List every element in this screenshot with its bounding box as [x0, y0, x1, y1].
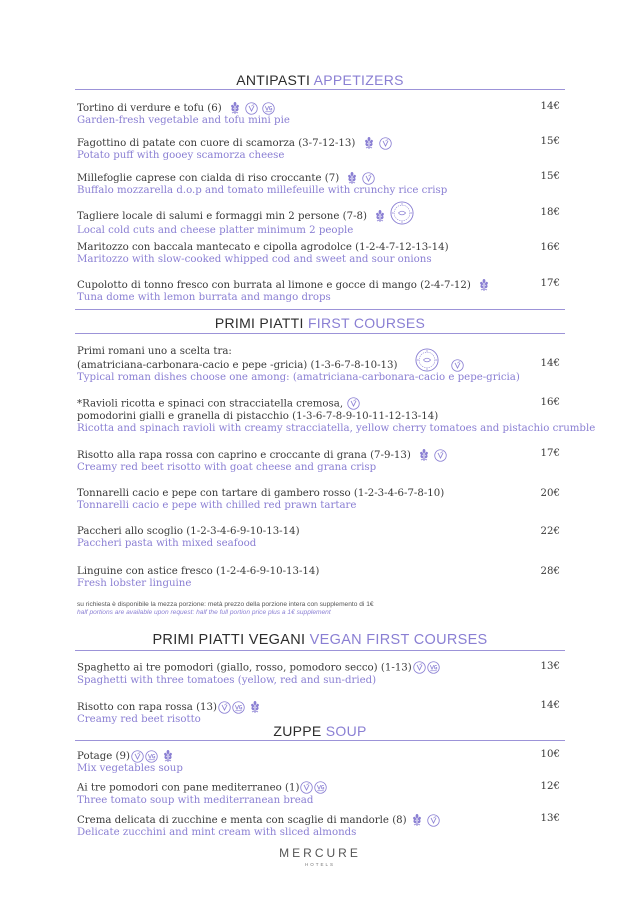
price: 14€: [540, 358, 560, 369]
dish-translation: Delicate zucchini and mint cream with sliced almonds: [77, 827, 357, 838]
price: 13€: [540, 813, 560, 824]
allergens: (1-2-4-7-12-13-14): [355, 242, 449, 253]
vegetarian-v-icon: [434, 449, 447, 462]
vegetarian-v-icon: [427, 814, 440, 827]
vegetarian-v-icon: [451, 359, 464, 372]
menu-item: [77, 488, 560, 512]
dish-name: Maritozzo con baccala mantecato e cipolla agrodolce: [77, 242, 352, 253]
vegetarian-v-icon: [245, 102, 258, 115]
lavender-sprig-icon: [478, 278, 490, 292]
price: 14€: [540, 700, 560, 711]
section-title-it: ANTIPASTI: [236, 72, 311, 88]
dish-name: Tortino di verdure e tofu: [77, 103, 205, 114]
dish-translation: Paccheri pasta with mixed seafood: [77, 538, 257, 549]
vegetarian-v-icon: [300, 781, 313, 794]
vegan-vg-icon: [314, 781, 327, 794]
vegan-vg-icon: [427, 661, 440, 674]
vegan-vg-icon: [232, 701, 245, 714]
menu-item: [77, 278, 560, 304]
section-title-en: APPETIZERS: [313, 72, 404, 88]
dish-name: Primi romani uno a scelta tra:: [77, 346, 232, 357]
dish-name: Tagliere locale di salumi e formaggi min 2 persone: [77, 211, 340, 222]
mercure-logo: [0, 846, 640, 867]
price: 16€: [540, 397, 560, 408]
dish-name: Cupolotto di tonno fresco con burrata al limone e gocce di mango: [77, 280, 417, 291]
price: 28€: [540, 566, 560, 577]
dish-name: Risotto alla rapa rossa con caprino e croccante di grana: [77, 450, 367, 461]
dish-name: Fagottino di patate con cuore di scamorza: [77, 138, 295, 149]
vegetarian-v-icon: [347, 397, 360, 410]
dish-name: Linguine con astice fresco: [77, 566, 213, 577]
price: 15€: [540, 136, 560, 147]
price: 18€: [540, 207, 560, 218]
vegan-vg-icon: [145, 750, 158, 763]
allergens: (6): [207, 103, 222, 114]
allergens: (1-2-3-4-6-7-8-10): [353, 488, 445, 499]
allergens: (3-7-12-13): [298, 138, 356, 149]
logo-subtitle: HOTELS: [304, 862, 335, 867]
price: 14€: [540, 101, 560, 112]
price: 15€: [540, 171, 560, 182]
menu-item: [77, 242, 560, 266]
dish-name: Crema delicata di zucchine e menta con scaglie di mandorle: [77, 815, 389, 826]
section-divider: [75, 740, 565, 741]
section-title-primi: [75, 315, 565, 331]
section-title-it: PRIMI PIATTI: [214, 315, 304, 331]
price: 17€: [540, 278, 560, 289]
dish-translation: Fresh lobster linguine: [77, 578, 192, 589]
section-title-en: FIRST COURSES: [307, 315, 426, 331]
price: 13€: [540, 661, 560, 672]
dish-translation: Spaghetti with three tomatoes (yellow, red and sun-dried): [77, 674, 377, 686]
price: 22€: [540, 526, 560, 537]
allergens: (7): [324, 173, 340, 184]
menu-item: [77, 101, 560, 127]
territory-stamp-icon: [390, 201, 414, 225]
menu-item: [77, 661, 560, 687]
menu-item: [77, 207, 560, 237]
menu-item: [77, 813, 560, 839]
dish-name-line2: pomodorini gialli e granella di pistacchio (1-3-6-7-8-9-10-11-12-13-14): [77, 410, 439, 422]
lavender-sprig-icon: [418, 448, 430, 462]
logo-name: MERCURE: [279, 846, 361, 860]
lavender-sprig-icon: [363, 136, 375, 150]
dish-name: Ai tre pomodori con pane mediterraneo: [77, 782, 282, 794]
section-divider: [75, 309, 565, 310]
dish-translation: Maritozzo with slow-cooked whipped cod and sweet and sour onions: [77, 254, 432, 265]
menu-item: [77, 781, 560, 807]
vegetarian-v-icon: [362, 172, 375, 185]
price: 10€: [540, 749, 560, 760]
allergens: (1-2-3-4-6-9-10-13-14): [186, 526, 300, 537]
dish-name: Tonnarelli cacio e pepe con tartare di gambero rosso: [77, 488, 351, 499]
section-title-en: SOUP: [325, 723, 367, 739]
section-title-antipasti: [75, 72, 565, 88]
dish-name: Spaghetto ai tre pomodori (giallo, rosso, pomodoro secco): [77, 662, 378, 674]
lavender-sprig-icon: [346, 171, 358, 185]
dish-translation: Typical roman dishes choose one among: (amatriciana-carbonara-cacio e pepe-gricia): [77, 372, 520, 383]
vegetarian-v-icon: [218, 701, 231, 714]
menu-item: [77, 136, 560, 162]
section-title-vegani: [75, 632, 565, 648]
allergens: (13): [196, 702, 217, 713]
dish-translation: Local cold cuts and cheese platter minimum 2 people: [77, 225, 354, 236]
territory-stamp-icon: [415, 348, 439, 372]
dish-translation: Creamy red beet risotto with goat cheese and grana crisp: [77, 462, 377, 473]
section-divider: [75, 89, 565, 90]
lavender-sprig-icon: [374, 209, 386, 223]
menu-item: [77, 526, 560, 550]
section-title-en: VEGAN FIRST COURSES: [309, 632, 488, 648]
half-portion-note: [77, 601, 374, 617]
allergens: (1-13): [380, 662, 412, 674]
price: 12€: [540, 781, 560, 792]
allergens: (2-4-7-12): [420, 280, 471, 291]
dish-name: Risotto con rapa rossa: [77, 702, 193, 713]
lavender-sprig-icon: [249, 700, 261, 714]
dish-name: Millefoglie caprese con cialda di riso croccante: [77, 173, 322, 184]
menu-item: [77, 566, 560, 590]
half-portion-note-en: half portions are available upon request: half the full portion price plus a 1€ supplement: [77, 609, 331, 616]
section-title-zuppe: [75, 723, 565, 739]
menu-item: [77, 346, 560, 384]
section-title-it: ZUPPE: [273, 723, 322, 739]
dish-translation: Buffalo mozzarella d.o.p and tomato millefeuille with crunchy rice crisp: [77, 185, 448, 196]
dish-translation: Tuna dome with lemon burrata and mango drops: [77, 292, 331, 303]
price: 20€: [540, 488, 560, 499]
allergens: (8): [392, 815, 407, 826]
allergens: (1): [285, 782, 300, 794]
dish-translation: Tonnarelli cacio e pepe with chilled red prawn tartare: [77, 500, 357, 511]
section-title-it: PRIMI PIATTI VEGANI: [152, 632, 306, 648]
half-portion-note-it: su richiesta è disponibile la mezza porzione: metà prezzo della porzione intera con supplemento di 1€: [77, 601, 374, 608]
section-divider: [75, 650, 565, 651]
menu-item: [77, 749, 560, 775]
price: 17€: [540, 448, 560, 459]
dish-name: Paccheri allo scoglio: [77, 526, 184, 537]
price: 16€: [540, 242, 560, 253]
dish-translation: Three tomato soup with mediterranean bread: [77, 794, 314, 806]
allergens: (9): [115, 751, 130, 762]
vegan-vg-icon: [262, 102, 275, 115]
dish-name-line2: (amatriciana-carbonara-cacio e pepe -gricia) (1-3-6-7-8-10-13): [77, 360, 398, 371]
dish-translation: Ricotta and spinach ravioli with creamy stracciatella, yellow cherry tomatoes and pistachio crumble: [77, 422, 596, 434]
section-divider: [75, 333, 565, 334]
dish-translation: Potato puff with gooey scamorza cheese: [77, 150, 285, 161]
vegetarian-v-icon: [379, 137, 392, 150]
dish-translation: Creamy red beet risotto: [77, 714, 201, 725]
dish-name: Potage: [77, 751, 113, 762]
allergens: (7-9-13): [370, 450, 411, 461]
dish-translation: Mix vegetables soup: [77, 763, 183, 774]
lavender-sprig-icon: [411, 813, 423, 827]
vegetarian-v-icon: [131, 750, 144, 763]
vegetarian-v-icon: [413, 661, 426, 674]
allergens: (7-8): [342, 211, 368, 222]
menu-item: [77, 397, 596, 435]
allergens: (1-2-4-6-9-10-13-14): [216, 566, 320, 577]
menu-item: [77, 171, 560, 197]
lavender-sprig-icon: [229, 101, 241, 115]
dish-translation: Garden-fresh vegetable and tofu mini pie: [77, 115, 290, 126]
lavender-sprig-icon: [162, 749, 174, 763]
menu-item: [77, 448, 560, 474]
dish-name: *Ravioli ricotta e spinaci con stracciatella cremosa,: [77, 398, 344, 410]
